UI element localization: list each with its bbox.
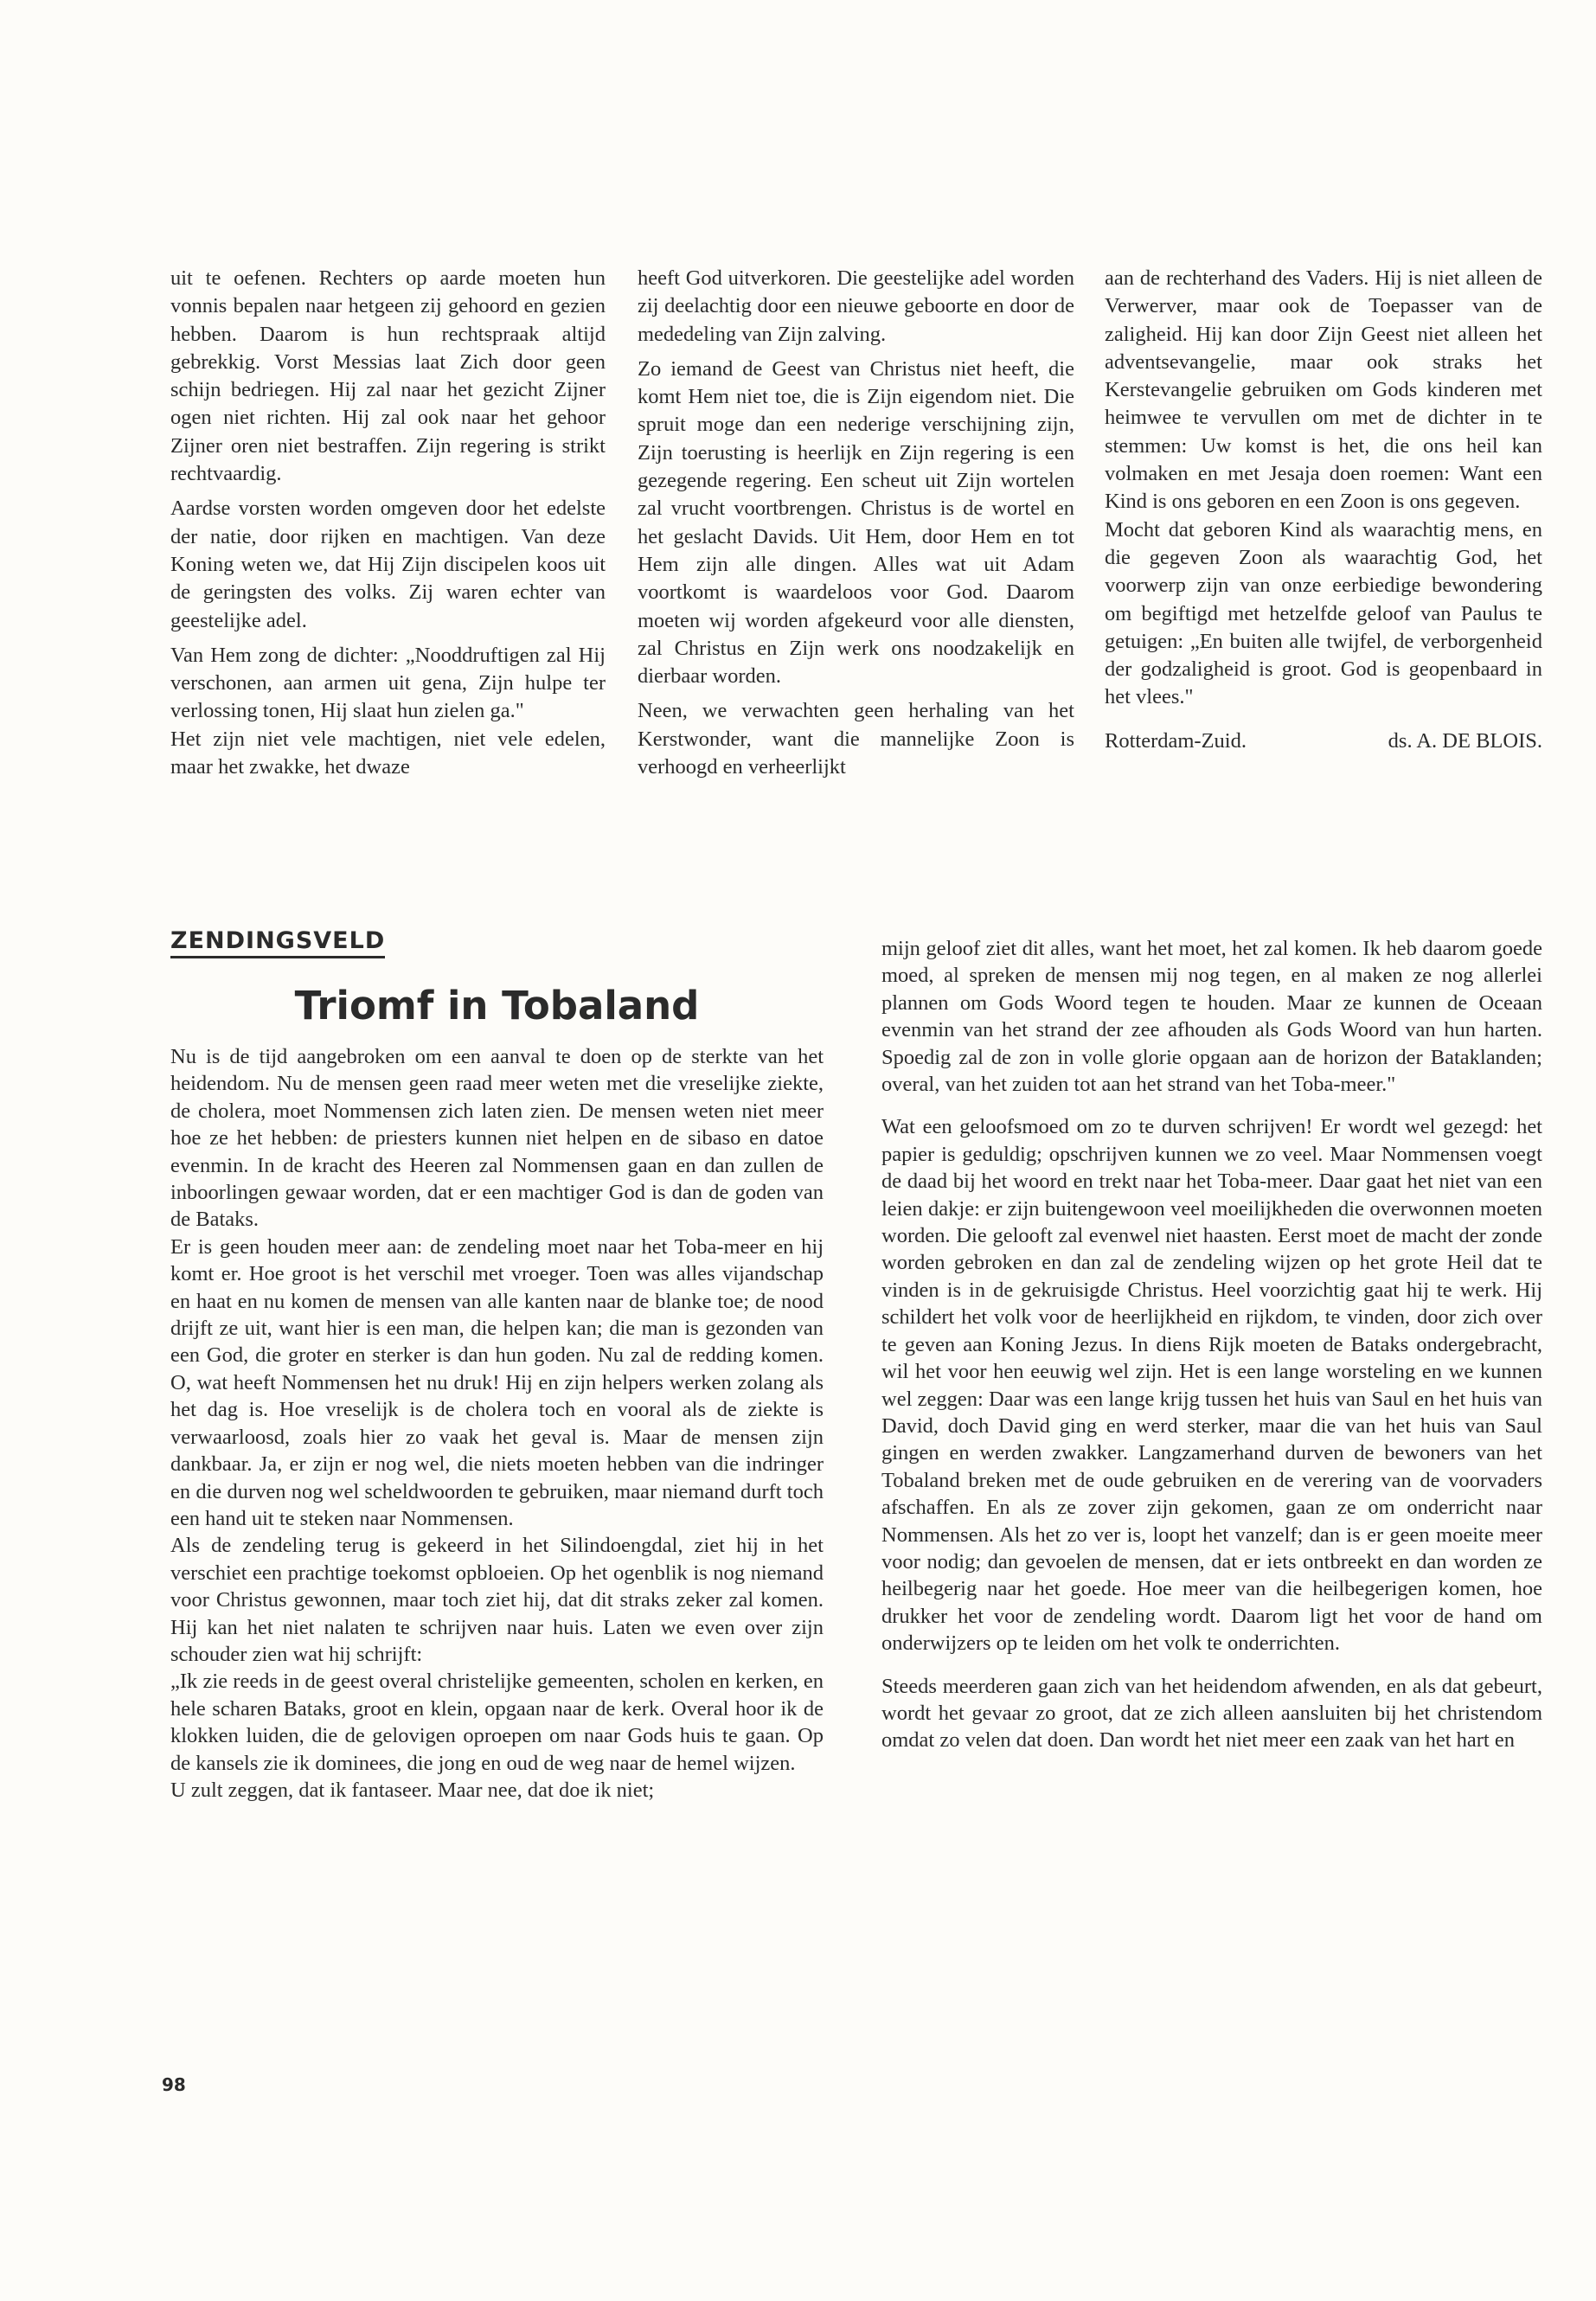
top-column-1 [170,265,606,788]
signature-place: Rotterdam-Zuid. [1105,728,1247,753]
paragraph: Er is geen houden meer aan: de zendeling moet naar het Toba-meer en hij komt er. Hoe groot is het verschil met vroeger. Toen was alles vijandschap en haat en nu komen de mensen van alle kanten naar de blanke toe; de nood drijft ze uit, want hier is een man, die helpen kan; die man is gezonden van een God, die groter en sterker is dan hun goden. Nu zal de redding komen. O, wat heeft Nommensen het nu druk! Hij en zijn helpers werken zolang als het dag is. Hoe vreselijk is de cholera toch en vooral als de ziekte is verwaarloosd, zoals hier zo vaak het geval is. Maar de mensen zijn dankbaar. Ja, er zijn er nog wel, die niets moeten hebben van die indringer en die durven nog wel scheldwoorden te gebruiken, maar niemand durft toch een hand uit te steken naar Nommensen. [170,1234,824,1530]
top-column-2 [638,265,1074,788]
paragraph: mijn geloof ziet dit alles, want het moet, het zal komen. Ik heb daarom goede moed, al spreken de mensen mij nog tegen, en al maken ze nog allerlei plannen om Gods Woord tegen te houden. Maar ze kunnen de Oceaan evenmin van het strand der zee afhouden als Gods Woord van hun harten. Spoedig zal de zon in volle glorie opgaan aan de horizon der Bataklanden; overal, van het zuiden tot aan het strand van het Toba-meer." [881,937,1542,1097]
paragraph: aan de rechterhand des Vaders. Hij is niet alleen de Verwerver, maar ook de Toepasser van de zaligheid. Hij kan door Zijn Geest niet alleen het adventsevangelie, maar ook straks het Kerstevangelie gebruiken om Gods kinderen met heimwee te vervullen om met de dichter in te stemmen: Uw komst is het, die ons heil kan volmaken en met Jesaja doen roemen: Want een Kind is ons geboren en een Zoon is ons gegeven. [1105,266,1542,514]
paragraph: Neen, we verwachten geen herhaling van het Kerstwonder, want die mannelijke Zoon is verhoogd en verheerlijkt [638,699,1074,779]
paragraph: Het zijn niet vele machtigen, niet vele edelen, maar het zwakke, het dwaze [170,727,606,779]
paragraph: Aardse vorsten worden omgeven door het edelste der natie, door rijken en machtigen. Van deze Koning weten we, dat Hij Zijn discipelen koos uit de geringsten des volks. Zij waren echter van geestelijke adel. [170,497,606,632]
paragraph: Wat een geloofsmoed om zo te durven schrijven! Er wordt wel gezegd: het papier is geduldig; opschrijven kunnen we zo veel. Maar Nommensen voegt de daad bij het woord en trekt naar het Toba-meer. Daar gaat het niet van een leien dakje: er zijn buitengewoon veel moeilijkheden die overwonnen moeten worden. Die gelooft zal evenwel niet haasten. Eerst moet de macht der zonde worden gebroken en dan zal de zendeling wijzen op het grote Heil dat te vinden is in de gekruisigde Christus. Heel voorzichtig gaat hij te werk. Hij schildert het volk voor de heerlijkheid en rijkdom, te vinden, door zich over te geven aan Koning Jezus. In diens Rijk moeten de Bataks ondergebracht, wil het voor hen eeuwig wel zijn. Het is een lange worsteling en we kunnen wel zeggen: Daar was een lange krijg tussen het huis van Saul en het huis van David, doch David ging en werd sterker, maar die van het huis van Saul gingen en werden zwakker. Langzamerhand durven de bewoners van het Tobaland breken met de oude gebruiken en de verering van de voorvaders afschaffen. En als ze zover zijn gekomen, gaan ze om onderricht naar Nommensen. Als het zo ver is, loopt het vanzelf; dan is er geen moeite meer voor nodig; dan gevoelen de mensen, dat er iets ontbreekt en dan worden ze heilbegerig naar het goede. Hoe meer van die heilbegerigen komen, hoe drukker het voor de zendeling wordt. Daarom ligt het voor de hand om onderwijzers op te leiden om het volk te onderrichten. [881,1115,1542,1656]
paragraph: uit te oefenen. Rechters op aarde moeten hun vonnis bepalen naar hetgeen zij gehoord en gezien hebben. Daarom is hun rechtspraak altijd gebrekkig. Vorst Messias laat Zich door geen schijn bedriegen. Hij zal naar het gezicht Zijner ogen niet richten. Hij zal ook naar het gehoor Zijner oren niet bestraffen. Zijn regering is strikt rechtvaardig. [170,266,606,486]
paragraph: Nu is de tijd aangebroken om een aanval te doen op de sterkte van het heidendom. Nu de mensen geen raad meer weten met die vreselijke ziekte, de cholera, moet Nommensen zich laten zien. De mensen weten niet meer hoe ze het hebben: de priesters kunnen niet helpen en de sibaso en datoe evenmin. In de kracht des Heeren zal Nommensen gaan en dan zullen de inboorlingen gewaar worden, dat er een machtiger God is dan de goden van de Bataks. [170,1045,824,1232]
top-column-3 [1105,265,1542,755]
article-column-2 [881,935,1542,1770]
signature [1105,727,1542,755]
article-title: Triomf in Tobaland [294,983,700,1029]
paragraph: Als de zendeling terug is gekeerd in het Silindoengdal, ziet hij in het verschiet een prachtige toekomst opbloeien. Op het ogenblik is nog niemand voor Christus gewonnen, maar toch ziet hij, dat dit straks zeker zal komen. Hij kan het niet nalaten te schrijven naar huis. Laten we even over zijn schouder zien wat hij schrijft: [170,1534,824,1666]
paragraph: Mocht dat geboren Kind als waarachtig mens, en die gegeven Zoon als waarachtig God, het voorwerp zijn van onze eerbiedige bewondering om begiftigd met hetzelfde geloof van Paulus te getuigen: „En buiten alle twijfel, de verborgenheid der godzaligheid is groot. God is geopenbaard in het vlees." [1105,517,1542,709]
paragraph: Steeds meerderen gaan zich van het heidendom afwenden, en als dat gebeurt, wordt het gevaar zo groot, dat ze zich alleen aansluiten bij het christendom omdat zo velen dat doen. Dan wordt het niet meer een zaak van het hart en [881,1674,1542,1753]
paragraph: Van Hem zong de dichter: „Nooddruftigen zal Hij verschonen, aan armen uit gena, Zijn hulpe ter verlossing tonen, Hij slaat hun zielen ga." [170,643,606,723]
article-column-1 [170,1043,824,1804]
paragraph: heeft God uitverkoren. Die geestelijke adel worden zij deelachtig door een nieuwe geboorte en door de mededeling van Zijn zalving. [638,266,1074,346]
paragraph: U zult zeggen, dat ik fantaseer. Maar nee, dat doe ik niet; [170,1778,655,1802]
section-label: ZENDINGSVELD [170,927,385,958]
paragraph: Zo iemand de Geest van Christus niet heeft, die komt Hem niet toe, die is Zijn eigendom niet. Die spruit moge dan een nederige verschijning zijn, Zijn toerusting is heerlijk en Zijn regering is een gezegende regering. Een scheut uit Zijn wortelen zal vrucht voortbrengen. Christus is de wortel en het geslacht Davids. Uit Hem, door Hem en tot Hem zijn alle dingen. Alles wat uit Adam voortkomt is waardeloos voor God. Daarom moeten wij worden afgekeurd voor alle diensten, zal Christus en Zijn werk ons noodzakelijk en dierbaar worden. [638,356,1074,689]
page-number: 98 [162,2074,186,2095]
signature-author: ds. A. DE BLOIS. [1388,728,1542,753]
paragraph: „Ik zie reeds in de geest overal christelijke gemeenten, scholen en kerken, en hele scharen Bataks, groot en klein, opgaan naar de kerk. Overal hoor ik de klokken luiden, die de gelovigen oproepen om naar Gods huis te gaan. Op de kansels zie ik dominees, die jong en oud de weg naar de hemel wijzen. [170,1670,824,1775]
